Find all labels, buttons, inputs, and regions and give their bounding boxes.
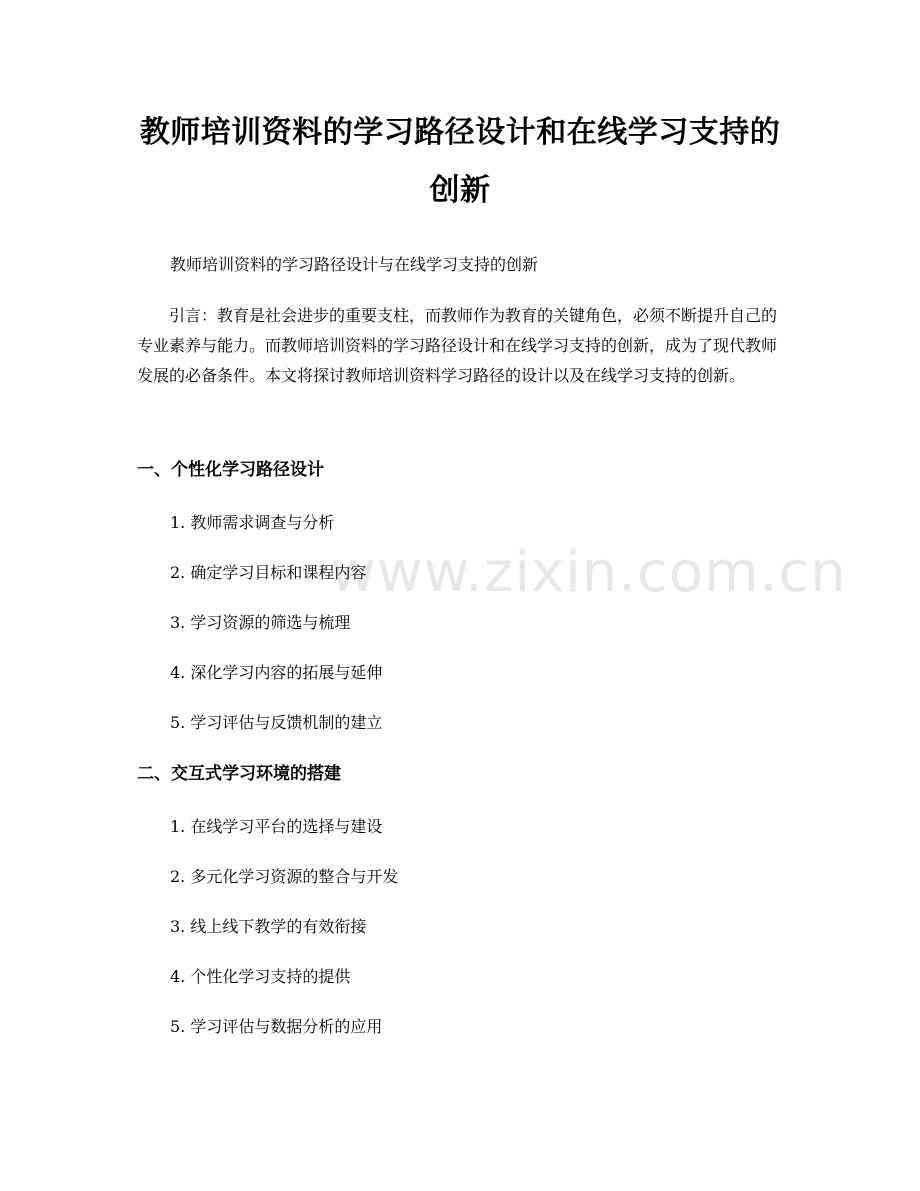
list-item: 3. 学习资源的筛选与梳理 xyxy=(170,613,351,632)
section-heading-1: 一、个性化学习路径设计 xyxy=(137,460,324,480)
list-item: 2. 确定学习目标和课程内容 xyxy=(170,563,367,582)
section-2-list xyxy=(170,814,398,1064)
list-item: 3. 线上线下教学的有效衔接 xyxy=(170,917,367,936)
watermark-text: www.zixin.com.cn xyxy=(330,540,847,605)
list-item: 5. 学习评估与反馈机制的建立 xyxy=(170,713,383,732)
list-item: 4. 个性化学习支持的提供 xyxy=(170,967,351,986)
list-item: 1. 教师需求调查与分析 xyxy=(170,513,335,532)
list-item: 2. 多元化学习资源的整合与开发 xyxy=(170,867,399,886)
list-item: 4. 深化学习内容的拓展与延伸 xyxy=(170,663,383,682)
section-heading-2: 二、交互式学习环境的搭建 xyxy=(137,764,341,784)
document-title: 教师培训资料的学习路径设计和在线学习支持的创新 xyxy=(139,115,781,208)
list-item: 1. 在线学习平台的选择与建设 xyxy=(170,817,383,836)
list-item: 5. 学习评估与数据分析的应用 xyxy=(170,1017,383,1036)
document-subtitle: 教师培训资料的学习路径设计与在线学习支持的创新 xyxy=(170,255,539,274)
intro-paragraph: 引言：教育是社会进步的重要支柱，而教师作为教育的关键角色，必须不断提升自己的专业素养与能力。而教师培训资料的学习路径设计和在线学习支持的创新，成为了现代教师发展的必备条件。本文将探讨教师培训资料学习路径的设计以及在线学习支持的创新。 xyxy=(137,306,778,385)
